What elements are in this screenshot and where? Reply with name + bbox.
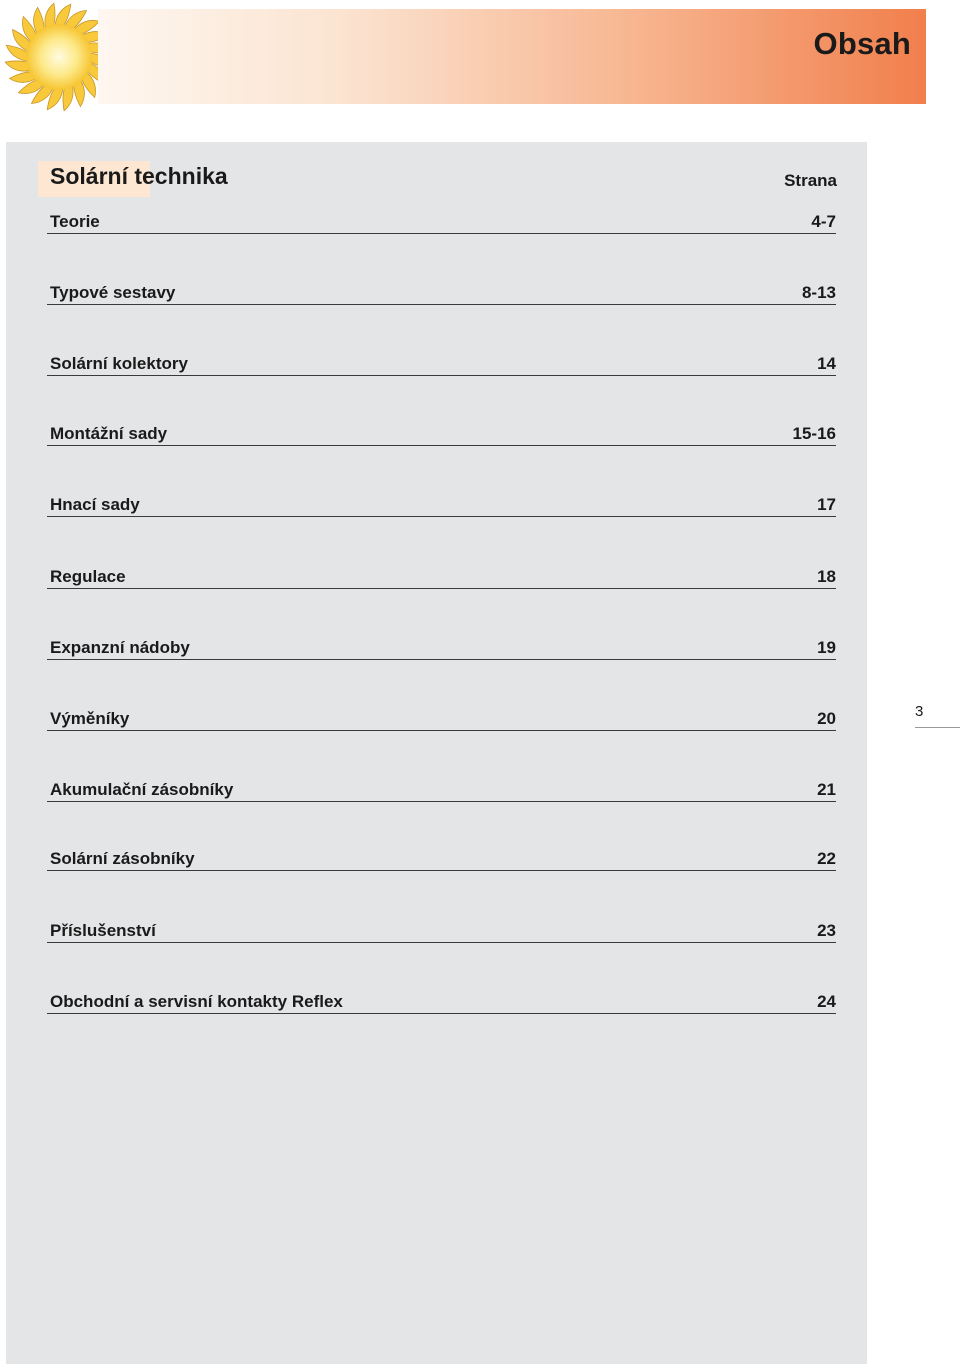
toc-label: Teorie <box>50 212 100 231</box>
toc-label: Hnací sady <box>50 495 140 514</box>
section-title: Solární technika <box>50 163 228 189</box>
toc-label: Příslušenství <box>50 921 156 940</box>
toc-page: 17 <box>817 495 836 514</box>
toc-row[interactable] <box>47 345 836 376</box>
toc-row[interactable] <box>47 629 836 660</box>
toc-panel <box>6 142 867 1364</box>
toc-label: Solární kolektory <box>50 354 188 373</box>
toc-row[interactable] <box>47 203 836 234</box>
toc-label: Expanzní nádoby <box>50 638 190 657</box>
toc-label: Montážní sady <box>50 424 168 443</box>
toc-row[interactable] <box>47 771 836 802</box>
toc-row[interactable] <box>47 840 836 871</box>
toc-row[interactable] <box>47 983 836 1014</box>
toc-row[interactable] <box>47 274 836 305</box>
page-number-rule <box>915 727 960 728</box>
toc-page: 4-7 <box>811 212 836 231</box>
toc-row[interactable] <box>47 700 836 731</box>
page-column-label: Strana <box>784 171 837 190</box>
toc-page: 23 <box>817 921 836 940</box>
header-bar <box>98 9 926 104</box>
toc-label: Solární zásobníky <box>50 849 195 868</box>
toc-page: 22 <box>817 849 836 868</box>
toc-label: Obchodní a servisní kontakty Reflex <box>50 992 343 1011</box>
toc-page: 24 <box>817 992 836 1011</box>
toc-label: Typové sestavy <box>50 283 176 302</box>
toc-row[interactable] <box>47 912 836 943</box>
toc-page: 20 <box>817 709 836 728</box>
page-title: Obsah <box>813 26 911 61</box>
toc-page: 18 <box>817 567 836 586</box>
toc-row[interactable] <box>47 558 836 589</box>
toc-page: 14 <box>817 354 836 373</box>
toc-row[interactable] <box>47 486 836 517</box>
toc-label: Regulace <box>50 567 126 586</box>
page-number: 3 <box>915 703 924 720</box>
toc-label: Akumulační zásobníky <box>50 780 234 799</box>
toc-row[interactable] <box>47 415 836 446</box>
toc-page: 8-13 <box>801 283 836 302</box>
toc-page: 19 <box>817 638 836 657</box>
toc-page: 21 <box>817 780 836 799</box>
toc-page: 15-16 <box>792 424 836 443</box>
toc-label: Výměníky <box>50 709 130 728</box>
